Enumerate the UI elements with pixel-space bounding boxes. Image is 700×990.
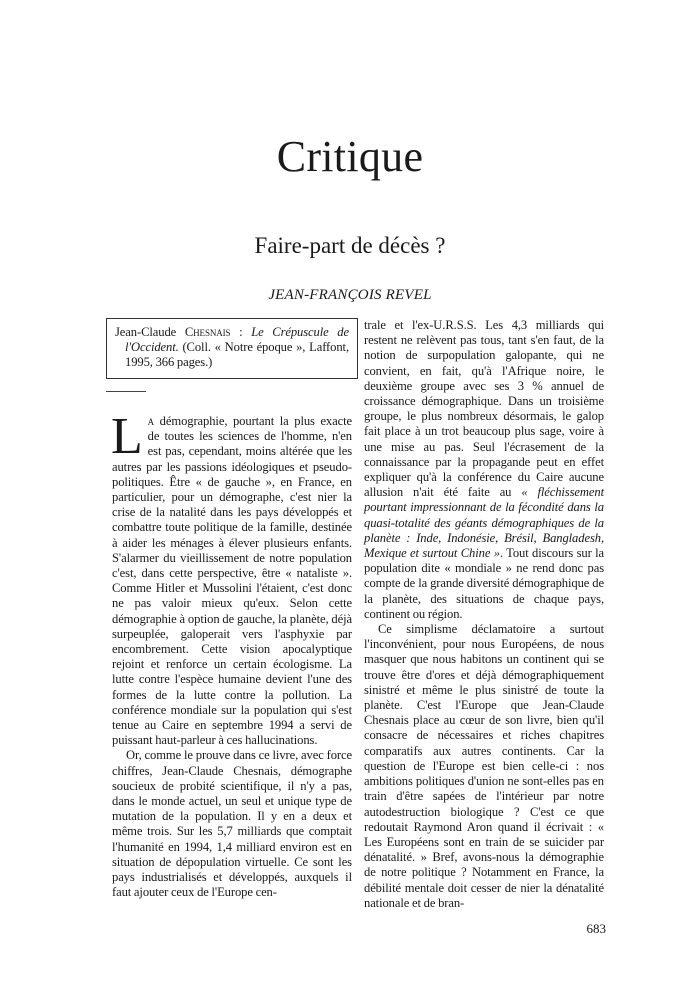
paragraph-2-right	[364, 318, 604, 622]
article-title: Faire-part de décès ?	[254, 233, 446, 258]
author-name: JEAN-FRANÇOIS REVEL	[268, 287, 432, 303]
paragraph-3: Ce simplisme déclamatoire a surtout l'inconvénient, pour nous Européens, de nous masquer que nous habitons un continent qui se trouve être d'ores et déjà démographiquement sinistré et même le plus sinistré de toute la planète. C'est l'Europe que Jean-Claude Chesnais place au cœur de son livre, bien qu'il consacre de nécessaires et riches chapitres comparatifs aux autres continents. Car la question de l'Europe est bien celle-ci : nos ambitions politiques d'union ne sont-elles pas en train d'être sapées de l'intérieur par notre autodestruction biologique ? C'est ce que redoutait Raymond Aron quand il écrivait : « Les Européens sont en train de se suicider par dénatalité. » Bref, avons-nous la démographie de notre politique ? Notamment en France, la débilité mentale doit cesser de nier la dénatalité nationale et de bran-	[364, 622, 604, 910]
reference-author-first: Jean-Claude	[115, 325, 177, 339]
reference-author-last: Chesnais	[184, 325, 231, 339]
reference-book-title: Le Crépuscule de l'Occident.	[125, 325, 349, 354]
paragraph-1	[111, 408, 352, 748]
right-column	[364, 318, 604, 911]
paragraph-2-right-text-a: trale et l'ex-U.R.S.S. Les 4,3 milliards qui restent ne relèvent pas tous, tant s'en faut, de la notion de surpopulation galopante, qui ne convient, en fait, qu'à l'Afrique noire, le deuxième groupe avec ses 3 % annuel de croissance démographique. Dans un troisième groupe, le plus nombreux désormais, le galop fait place à un trot beaucoup plus sage, voire à une mise au pas. Seul l'écrasement de la connaissance par la propagande peut en effet expliquer qu'à la conférence du Caire aucune allusion n'ait été faite au	[364, 318, 604, 500]
article-body-left	[111, 408, 352, 901]
paragraph-2-right-text-b: . Tout discours sur la population dite « mondiale » ne rend donc pas compte de la grande diversité démographique de la planète, des situations de chaque pays, continent ou région.	[364, 546, 604, 621]
book-reference-box	[106, 318, 358, 379]
reference-separator: :	[230, 325, 252, 339]
paragraph-1-text: démographie, pourtant la plus exacte de toutes les sciences de l'homme, n'en est pas, cependant, moins altérée que les autres par les passions idéologiques et pseudo-politiques. Être « de gauche », en France, en particulier, pour un démographe, c'est nier la crise de la natalité dans les pays développés et combattre toute politique de la famille, destinée à aider les ménages à élever plusieurs enfants. S'alarmer du vieillissement de notre population c'est, dans cette perspective, être « nataliste ». Comme Hitler et Mussolini l'étaient, c'est donc ne pas valoir mieux qu'eux. Selon cette démographie à option de gauche, la planète, déjà surpeuplée, galoperait vers l'asphyxie par encombrement. Cette vision apocalyptique rejoint et renforce un certain écologisme. La lutte contre l'espèce humaine devient l'une des formes de la lutte contre la pollution. La conférence mondiale sur la population qui s'est tenue au Caire en septembre 1994 a servi de puissant haut-parleur à ces hallucinations.	[112, 414, 352, 748]
drop-cap: L	[111, 408, 143, 465]
left-column	[112, 318, 352, 901]
section-title: Critique	[276, 132, 424, 181]
drop-cap-continuation: a	[147, 414, 155, 428]
separator-rule	[106, 391, 146, 392]
reference-details: (Coll. « Notre époque », Laffont, 1995, 366 pages.)	[125, 340, 349, 369]
paragraph-2-left: Or, comme le prouve dans ce livre, avec force chiffres, Jean-Claude Chesnais, démographe soucieux de probité scientifique, il n'y a pas, dans le monde actuel, un seul et unique type de mutation de la population. Il y en a deux et même trois. Sur les 5,7 milliards que comptait l'humanité en 1994, 1,4 milliard environ est en situation de dépopulation virtuelle. Ce sont les pays industrialisés et développés, auxquels il faut ajouter ceux de l'Europe cen-	[112, 748, 352, 900]
paragraph-2-quote: « fléchissement pourtant impressionnant de la fécondité dans la quasi-totalité des géants démographiques de la planète : Inde, Indonésie, Brésil, Bangladesh, Mexique et surtout Chine »	[364, 485, 604, 561]
book-reference	[115, 325, 349, 370]
page-number: 683	[586, 920, 606, 936]
